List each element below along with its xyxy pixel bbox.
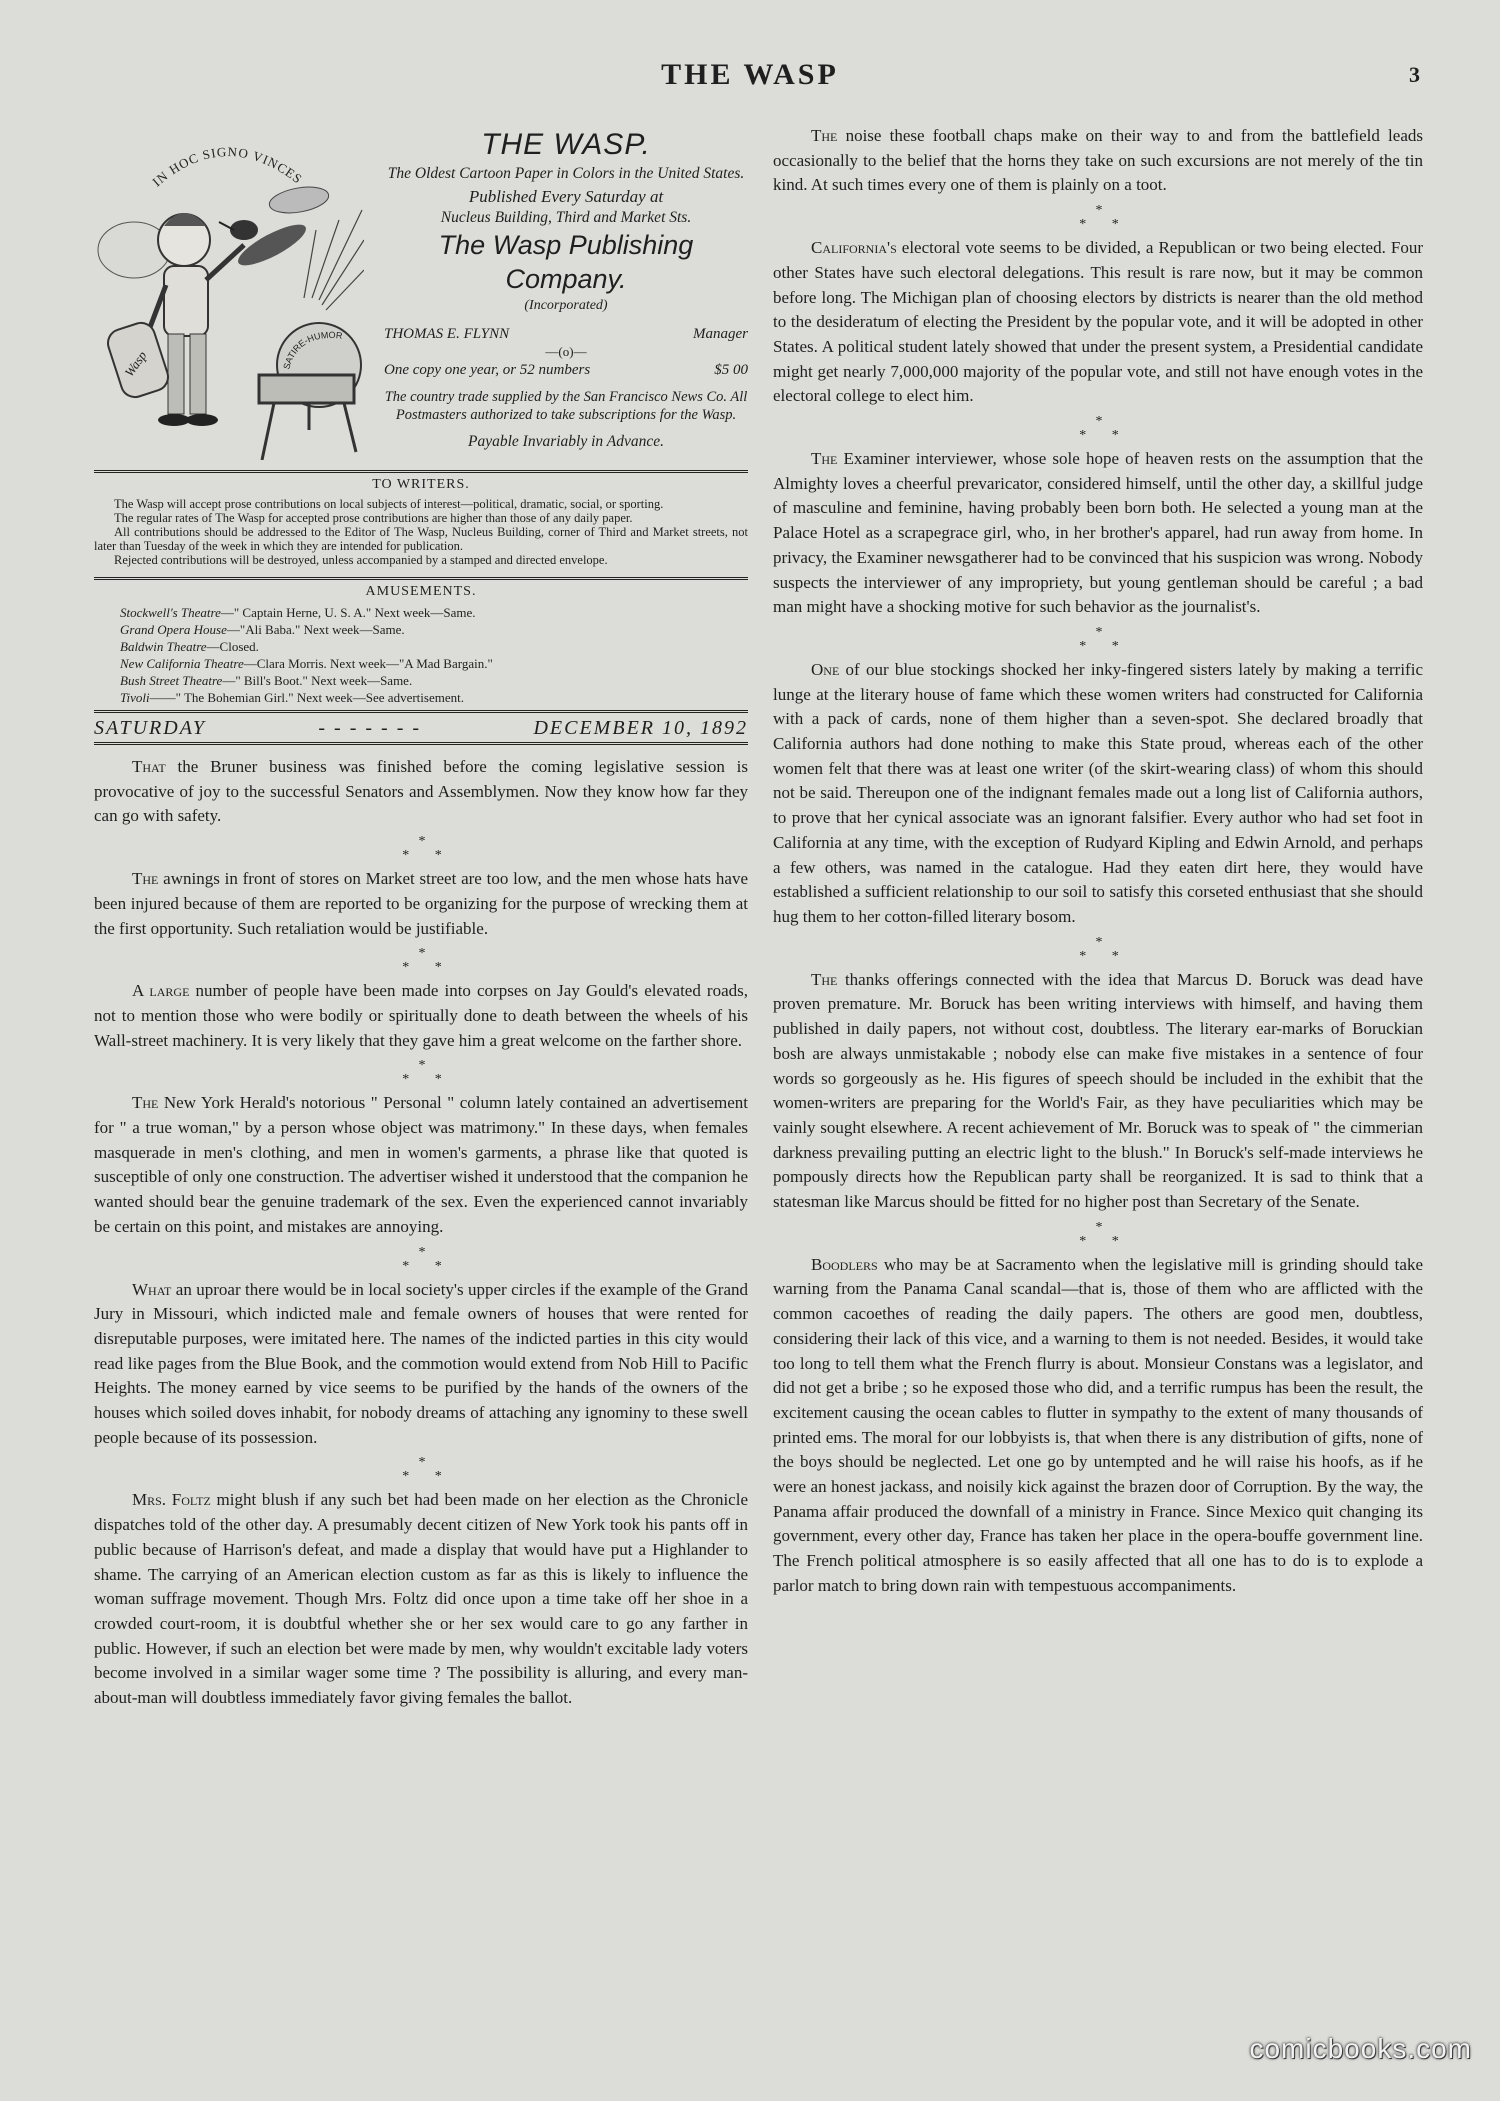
star-top: * [418,946,426,962]
watermark: comicbooks.com [1249,2033,1472,2064]
amusement-item [120,621,748,638]
trade-note: The country trade supplied by the San Francisco News Co. All Postmasters authorized to take subscriptions for the Wasp. [384,389,748,423]
section-divider [96,1053,748,1091]
article-text: Examiner interviewer, whose sole hope of heaven rests on the assumption that the Almighty loves a cheerful prevaricator, considered himself, until the other day, a skillful judge of masculine and feminine, having probably been born both. He selected a young man at the Palace Hotel as a scrapegrace girl, who, in her brother's apparel, had run away from home. In privacy, the Examiner newsgatherer had to be convinced that his suspicion was wrong. Nobody suspects the interviewer of any impropriety, but young gentleman should be careful ; a bad man might have a shocking motive for such behavior as the journalist's. [773,449,1423,617]
dateline [94,717,748,740]
right-column [773,124,1423,1599]
star-top: * [1095,934,1103,950]
section-divider [775,198,1423,236]
left-articles [94,755,748,1711]
masthead-tagline: The Oldest Cartoon Paper in Colors in the United States. [387,165,745,182]
trestle-icon [259,375,356,460]
amusement-venue: Stockwell's Theatre [120,605,221,620]
star-bottom: * * [1079,428,1119,444]
dateline-day: SATURDAY [94,717,206,739]
article-lead: The [132,1093,159,1113]
masthead-separator: —(o)— [545,344,587,359]
amusement-text: —" Bill's Boot." Next week—Same. [222,673,413,688]
to-writers-title: TO WRITERS. [372,477,470,492]
masthead-address: Nucleus Building, Third and Market Sts. [440,209,692,226]
article-text: of our blue stockings shocked her inky-fingered sisters lately by making a terrific lunge at the literary house of fame which these women writers had constructed for California with a pack of cards, none of them higher than a seven-spot. She declared broadly that California authors had done nothing to make this State proud, whereas each of the other women felt that there was at least one writer (of the skirt-wearing class) of whom this should not be said. Thereupon one of the indignant females made out a long list of California authors, to prove that her cynical associate was an ignorant falsifier. Every author who had set foot in California at any time, with the exception of Rudyard Kipling and Edwin Arnold, and perhaps a few others, was named in the catalogue. Had they eaten dirt here, they would have established a sufficient relationship to our soil to satisfy this corseted enthusiast that she should hug them to her cotton-filled literary bosom. [773,659,1423,926]
amusement-text: —Clara Morris. Next week—"A Mad Bargain." [243,656,493,671]
article-paragraph [94,1091,748,1239]
amusement-text: —"Ali Baba." Next week—Same. [226,622,405,637]
article-lead: Boodlers [811,1254,878,1274]
dateline-dashes: - - - - - - - [318,717,422,739]
star-bottom: * * [402,848,442,864]
article-lead: The [811,126,838,145]
article-lead: One [811,659,840,679]
amusement-venue: Baldwin Theatre [120,639,207,654]
star-top: * [418,1244,426,1260]
star-bottom: * * [402,960,442,976]
amusement-text: —Closed. [206,639,259,654]
star-top: * [1095,414,1103,430]
article-lead: Mrs. Foltz [132,1490,211,1510]
article-lead: The [132,869,159,889]
article-text: awnings in front of stores on Market street are too low, and the men whose hats have been injured because of them are reported to be organizing for the purpose of wrecking them at the first opportunity. Such retaliation would be justifiable. [94,869,748,938]
manager-name: THOMAS E. FLYNN [384,326,510,342]
star-bottom: * * [402,1072,442,1088]
masthead-published: Published Every Saturday at [468,187,664,206]
dateline-date: DECEMBER 10, 1892 [533,717,748,739]
star-bottom: * * [1079,217,1119,233]
article-paragraph [773,447,1423,620]
star-top: * [1095,203,1103,219]
star-top: * [1095,624,1103,640]
star-bottom: * * [402,1469,442,1485]
svg-text:IN HOC SIGNO VINCES [149,144,305,189]
article-text: an uproar there would be in local society's upper circles if the example of the Grand Jury in Missouri, which indicted male and female owners of houses that were rented for disreputable purposes, were imitated here. The names of the indicted parties in this city would read like pages from the Blue Book, and the commotion would extend from Nob Hill to Pacific Heights. The money earned by vice seems to be purified by the hands of the owners of the houses which soiled doves inhabit, for nobody dreams of attaching any ignominy to these swell people because of its possession. [94,1279,748,1447]
article-paragraph [773,1253,1423,1599]
masthead [94,124,748,464]
page-number: 3 [1409,62,1420,87]
star-top: * [418,1058,426,1074]
masthead-text [384,126,748,452]
price-value: $5 00 [714,362,748,378]
payable-note: Payable Invariably in Advance. [468,433,664,450]
amusement-text: —" Captain Herne, U. S. A." Next week—Same. [220,605,476,620]
newspaper-title: THE WASP [661,58,839,91]
article-lead: That [132,757,166,776]
to-writers-paragraph: The Wasp will accept prose contributions on local subjects of interest—political, dramatic, social, or sporting. [114,497,664,511]
price-label: One copy one year, or 52 numbers [384,362,591,378]
amusement-item [120,672,748,689]
section-divider [96,1240,748,1278]
article-paragraph [94,867,748,941]
section-divider [775,930,1423,968]
article-text: who may be at Sacramento when the legislative mill is grinding should take warning from the Panama Canal scandal—that is, those of them who are afflicted with the common cacoethes of reading the daily papers. The others are good men, doubtless, considering their lack of this vice, and a warning to them is not needed. Besides, it would take too long to tell them what the French flurry is about. Monsieur Constans was a legislator, and did not get a bribe ; so he exposed those who did, and a terrific rumpus has been the result, the excitement causing the ocean cables to flutter in sympathy to the extent of many thousands of printed ems. The moral for our lobbyists is, that when there is any distribution of gifts, none of the boys should be neglected. Let one go by untempted and he will raise his hoofs, as if he were an honest jackass, and noisily kick against the brazen door of Corruption. By the way, the Panama affair produced the downfall of a ministry in France. Since Mexico quit changing its government, every other day, France has taken her place in the opera-bouffe government line. The French political atmosphere is so easily affected that all one has to do is to explode a parlor match to bring down rain with tempestuous accompaniments. [773,1254,1423,1595]
section-divider [96,941,748,979]
article-text: the Bruner business was finished before the coming legislative session is provocative of joy to the successful Senators and Assemblymen. Now they know how far they can go with safety. [94,757,748,826]
left-column [94,124,748,1711]
to-writers-box [94,497,748,567]
masthead-company: The Wasp Publishing Company. [438,230,694,294]
star-bottom: * * [1079,948,1119,964]
section-divider [96,1450,748,1488]
rays-decoration [304,210,364,310]
rule [94,577,748,580]
vignette-sack-label: Wasp [121,348,150,380]
article-lead: The [811,969,838,989]
article-paragraph [773,658,1423,930]
wasp-icon [219,183,331,273]
amusement-venue: Tivoli [120,690,150,705]
article-lead: A large [132,981,190,1001]
amusement-item [120,655,748,672]
amusement-venue: Bush Street Theatre [120,673,223,688]
article-paragraph [94,979,748,1053]
article-text: noise these football chaps make on their way to and from the battlefield leads occasionally to the belief that the horns they take on such excursions are not merely of the tin kind. At such times every one of them is plainly on a toot. [773,126,1423,195]
article-text: New York Herald's notorious " Personal " column lately contained an advertisement for " a true woman," by a person whose object was matrimony." In these days, when females masquerade in men's clothing, and men in women's garments, a phrase like that quoted is susceptible of only one construction. The advertiser wished it understood that the companion he wanted should bear the genuine trademark of the sex. Even the experienced cannot invariably be certain on this point, and mistakes are annoying. [94,1093,748,1236]
article-paragraph [773,124,1423,198]
price-line [384,360,748,380]
article-paragraph [94,1278,748,1451]
boy-figure-icon [98,213,244,426]
manager-line [384,324,748,344]
article-lead: California's [811,238,897,258]
amusement-item [120,689,748,706]
to-writers-paragraph: The regular rates of The Wasp for accepted prose contributions are higher than those of any daily paper. [114,511,633,525]
article-text: number of people have been made into corpses on Jay Gould's elevated roads, not to mention those who were bodily or spiritually done to death between the wheels of his Wall-street machinery. It is very likely that they gave him a great welcome on the farther shore. [94,981,748,1050]
article-paragraph [773,968,1423,1215]
rule [94,742,748,745]
article-paragraph [94,755,748,829]
vignette-motto: IN HOC SIGNO VINCES [149,144,306,190]
star-top: * [418,834,426,850]
rule [94,470,748,473]
masthead-title: THE WASP. [481,128,651,161]
amusements-list [94,604,748,706]
amusement-text: ——" The Bohemian Girl." Next week—See advertisement. [149,690,464,705]
section-divider [775,620,1423,658]
to-writers-paragraph: All contributions should be addressed to the Editor of The Wasp, Nucleus Building, corner of Third and Market streets, not later than Tuesday of the week in which they are intended for publication. [94,525,748,553]
rule [94,710,748,713]
wasp-boy-vignette [94,130,364,460]
article-lead: What [132,1279,172,1299]
article-text: electoral vote seems to be divided, a Republican or two being elected. Four other States have such electoral delegations. This result is rare now, but it may be common before long. The Michigan plan of choosing electors by districts is nearer than the old method to the desideratum of electing the President by the popular vote, and it will be adopted in other States. A political student lately showed that under the present system, a Presidential candidate might get nearly 7,000,000 majority of the popular vote, and still not have enough votes in the electoral college to elect him. [773,238,1423,406]
star-top: * [418,1455,426,1471]
article-paragraph [773,236,1423,409]
star-bottom: * * [402,1258,442,1274]
article-text: might blush if any such bet had been made on her election as the Chronicle dispatches told of the other day. A presumably decent citizen of New York took his pants off in public because of Harrison's defeat, and made a display that would have put a Highlander to shame. The carrying of an American election custom as far as this is likely to influence the woman suffrage movement. Though Mrs. Foltz did once upon a time take off her shoe in a crowded court-room, it is doubtful whether she or her sex would care to go any farther in public. However, if such an election bet were made by men, why wouldn't excitable lady voters become involved in a similar wager some time ? The possibility is alluring, and every man-about-man will doubtless immediately favor giving females the ballot. [94,1490,748,1708]
grindstone-label: SATIRE-HUMOR [281,329,343,371]
amusement-item [120,638,748,655]
article-paragraph [94,1488,748,1710]
to-writers-paragraph: Rejected contributions will be destroyed, unless accompanied by a stamped and directed envelope. [114,553,608,567]
article-text: thanks offerings connected with the idea that Marcus D. Boruck was dead have proven premature. Mr. Boruck has been writing interviews with himself, and having them published in daily papers, not without cost, doubtless. The literary ear-marks of Boruckian bosh are always unmistakable ; nobody else can make five mistakes in a sentence of four words so gorgeously as he. His figures of speech should be included in the exhibit that the women-writers are preparing for the World's Fair, as they have peculiarities which may be vainly sought elsewhere. A recent achievement of Mr. Boruck was to speak of " the cimmerian darkness prevailing putting an electric light to the blush." In Boruck's self-made interviews he pompously directs how the Republican party shall be reorganized. It is sad to think that a statesman like Marcus should be fitted for no higher post than Secretary of the Senate. [773,969,1423,1212]
amusement-item [120,604,748,621]
amusements-title: AMUSEMENTS. [365,584,477,599]
manager-title: Manager [693,326,748,342]
section-divider [96,829,748,867]
star-bottom: * * [1079,638,1119,654]
section-divider [775,1215,1423,1253]
masthead-incorporated: (Incorporated) [524,298,608,313]
section-divider [775,409,1423,447]
running-head [0,58,1500,98]
right-articles [773,124,1423,1599]
amusement-venue: New California Theatre [120,656,244,671]
article-lead: The [811,449,838,469]
star-top: * [1095,1219,1103,1235]
amusement-venue: Grand Opera House [120,622,227,637]
star-bottom: * * [1079,1233,1119,1249]
